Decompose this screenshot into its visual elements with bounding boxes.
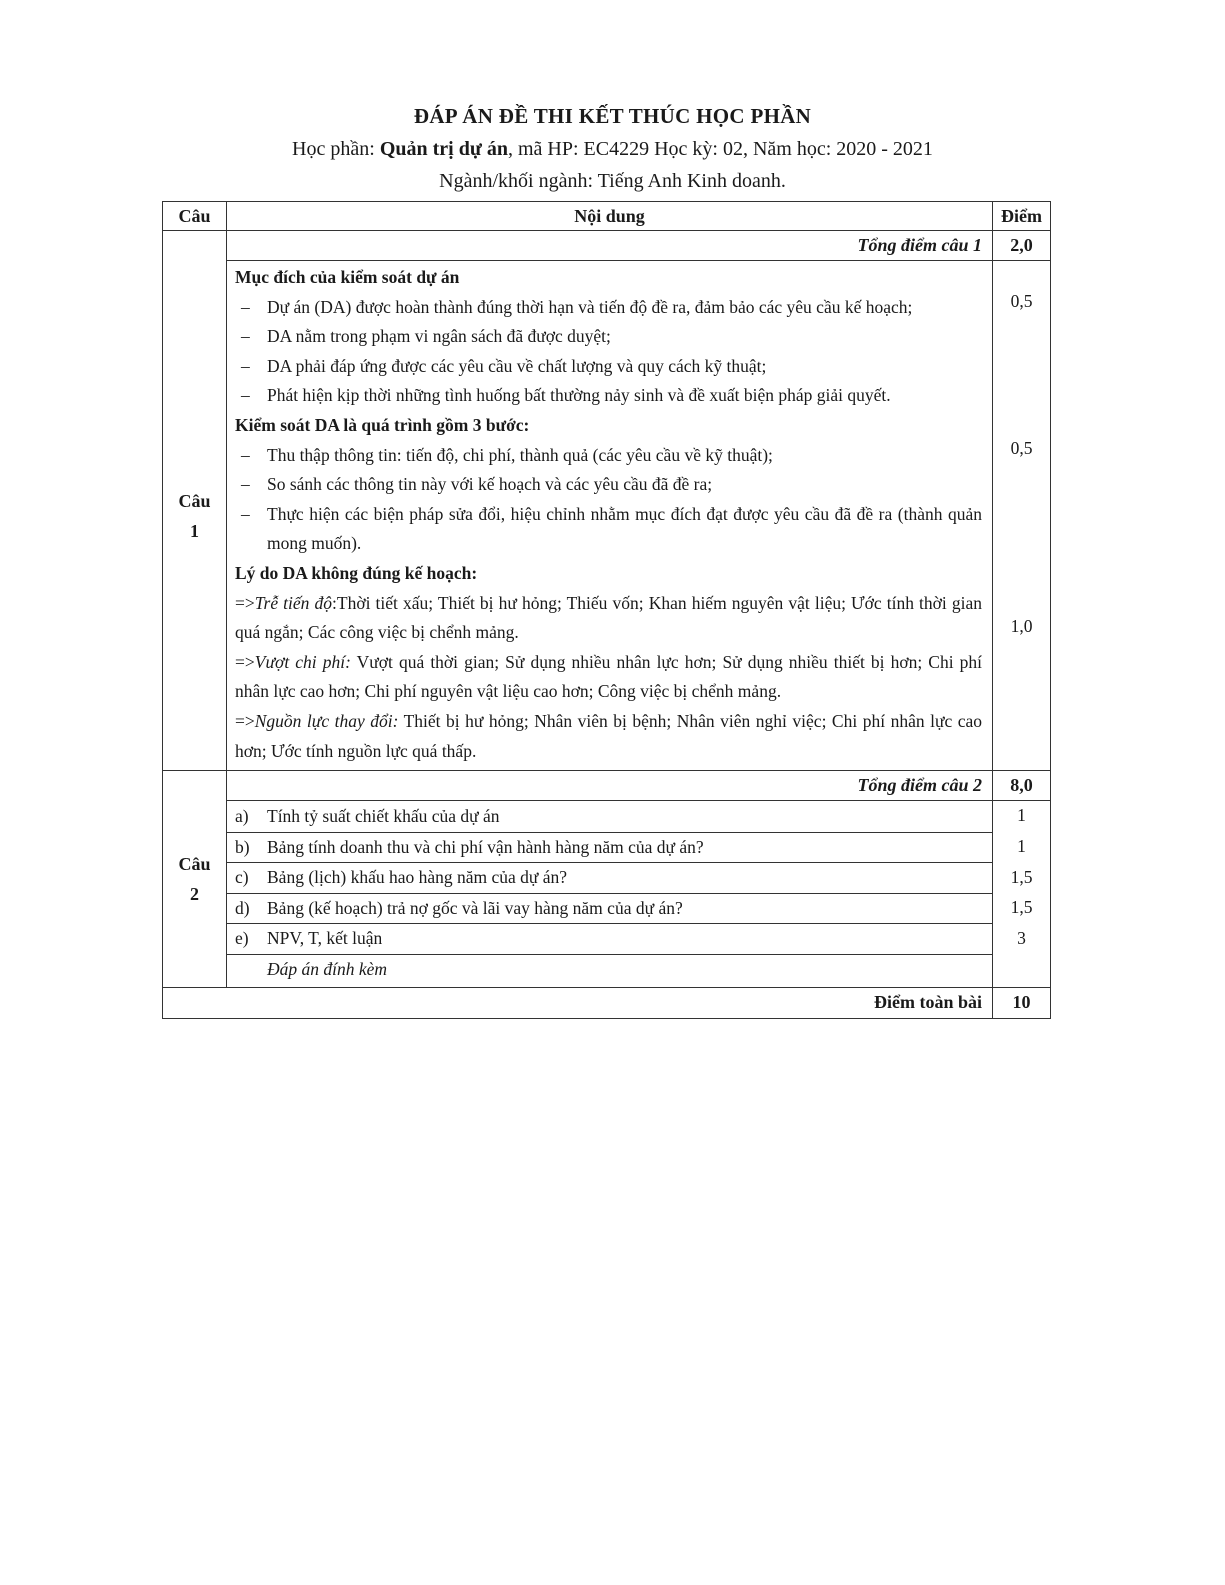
list-item: – DA nằm trong phạm vi ngân sách đã được duyệt; (241, 326, 611, 347)
header-question: Câu (163, 202, 227, 231)
reason-overbudget: =>Vượt chi phí: Vượt quá thời gian; Sử dụng nhiều nhân lực hơn; Sử dụng nhiều thiết bị hơn; Chi phí nhân lực cao hơn; Chi phí nguyên vật liệu cao hơn; Công việc bị chểnh mảng. (235, 651, 982, 702)
q2-label-word: Câu (178, 853, 211, 874)
header-content: Nội dung (227, 202, 993, 231)
q2-label-number: 2 (190, 883, 199, 904)
list-item: – Thực hiện các biện pháp sửa đổi, hiệu chỉnh nhằm mục đích đạt được yêu cầu đã đề ra (thành quản mong muốn). (241, 503, 982, 554)
header-score: Điểm (993, 202, 1051, 231)
list-item: – Phát hiện kịp thời những tình huống bất thường nảy sinh và đề xuất biện pháp giải quyết. (241, 385, 891, 406)
table-row: b) Bảng tính doanh thu và chi phí vận hành hàng năm của dự án? 1 (163, 832, 1051, 863)
q1-score-1: 0,5 (1010, 291, 1033, 311)
reason-delay: =>Trễ tiến độ:Thời tiết xấu; Thiết bị hư hỏng; Thiếu vốn; Khan hiếm nguyên vật liệu; Ước tính thời gian quá ngắn; Các công việc bị chểnh mảng. (235, 592, 982, 643)
major-info: Ngành/khối ngành: Tiếng Anh Kinh doanh. (439, 170, 786, 192)
q1-content (227, 261, 993, 771)
list-item: – Thu thập thông tin: tiến độ, chi phí, thành quả (các yêu cầu về kỹ thuật); (241, 444, 773, 465)
q1-label-number: 1 (190, 520, 199, 541)
table-row: a) Tính tỷ suất chiết khấu của dự án 1 (163, 801, 1051, 833)
table-row: c) Bảng (lịch) khấu hao hàng năm của dự án? 1,5 (163, 863, 1051, 894)
list-item: – So sánh các thông tin này với kế hoạch và các yêu cầu đã đề ra; (241, 474, 713, 495)
q1-content-row (163, 261, 1051, 771)
table-row (163, 955, 1051, 988)
q1-total-label: Tổng điểm câu 1 (227, 231, 993, 261)
q1-scores (993, 261, 1051, 771)
q1-score-2: 0,5 (1010, 438, 1033, 458)
final-value: 10 (993, 987, 1051, 1018)
table-row: e) NPV, T, kết luận 3 (163, 924, 1051, 955)
q2-total-value: 8,0 (993, 771, 1051, 801)
list-item: – Dự án (DA) được hoàn thành đúng thời hạn và tiến độ đề ra, đảm bảo các yêu cầu kế hoạch; (241, 296, 913, 317)
q1-section1-heading: Mục đích của kiểm soát dự án (235, 267, 460, 287)
q1-total-value: 2,0 (993, 231, 1051, 261)
q1-section3-heading: Lý do DA không đúng kế hoạch: (235, 562, 478, 583)
list-item: – DA phải đáp ứng được các yêu cầu về chất lượng và quy cách kỹ thuật; (241, 355, 767, 376)
q2-total-row (163, 771, 1051, 801)
document-title: ĐÁP ÁN ĐỀ THI KẾT THÚC HỌC PHẦN (413, 104, 812, 128)
q1-label-word: Câu (178, 490, 211, 511)
reason-resource-change: =>Nguồn lực thay đổi: Thiết bị hư hỏng; Nhân viên bị bệnh; Nhân viên nghỉ việc; Chi phí nhân lực cao hơn; Ước tính nguồn lực quá thấp. (235, 710, 982, 761)
answer-table (162, 201, 1051, 1019)
q1-label (163, 231, 227, 771)
final-label: Điểm toàn bài (163, 987, 993, 1018)
course-info (0, 138, 1225, 161)
table-row: d) Bảng (kế hoạch) trả nợ gốc và lãi vay hàng năm của dự án? 1,5 (163, 893, 1051, 924)
course-name: Quản trị dự án (379, 138, 508, 160)
q1-section2-heading: Kiểm soát DA là quá trình gồm 3 bước: (235, 414, 530, 435)
final-row (163, 987, 1051, 1018)
q1-score-3: 1,0 (1010, 616, 1033, 636)
q2-label (163, 771, 227, 988)
course-prefix: Học phần: (292, 138, 380, 160)
q2-total-label: Tổng điểm câu 2 (227, 771, 993, 801)
q2-note: Đáp án đính kèm (267, 959, 388, 980)
q1-total-row (163, 231, 1051, 261)
course-suffix: , mã HP: EC4229 Học kỳ: 02, Năm học: 2020 - 2021 (507, 138, 933, 160)
table-header-row (163, 202, 1051, 231)
